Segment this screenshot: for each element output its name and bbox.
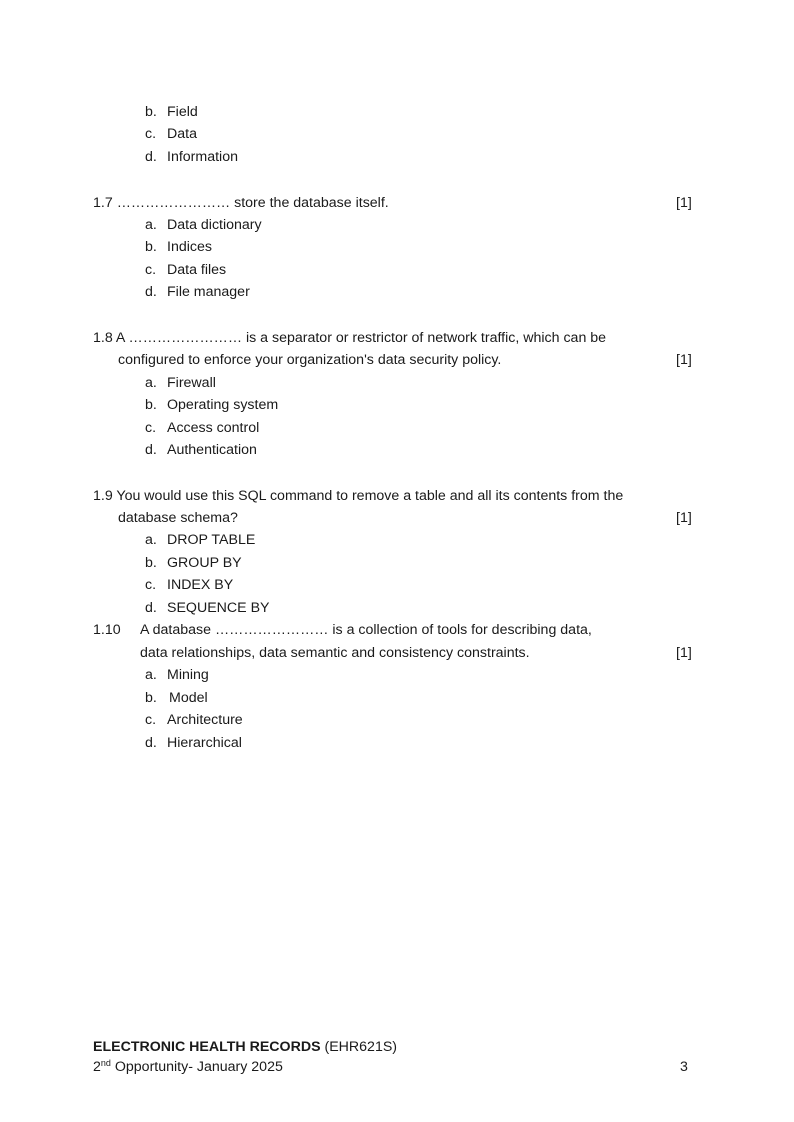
option-a — [145, 531, 256, 549]
option-letter: d. — [145, 442, 157, 458]
option-text: Indices — [167, 239, 212, 255]
option-letter: a. — [145, 217, 157, 233]
option-letter: a. — [145, 532, 157, 548]
option-b — [145, 103, 198, 121]
ordinal: 2 — [93, 1059, 101, 1075]
option-letter: d. — [145, 149, 157, 165]
option-text: Operating system — [167, 397, 279, 413]
option-b — [145, 554, 242, 572]
footer-course — [93, 1038, 397, 1056]
course-title: ELECTRONIC HEALTH RECORDS — [93, 1039, 321, 1055]
option-letter: c. — [145, 126, 157, 142]
option-letter: a. — [145, 667, 157, 683]
option-text: Data — [167, 126, 197, 142]
session-text: Opportunity- January 2025 — [114, 1059, 283, 1075]
option-letter: c. — [145, 577, 157, 593]
option-letter: d. — [145, 600, 157, 616]
option-letter: b. — [145, 104, 157, 120]
question-mark: [1] — [676, 645, 692, 661]
option-b — [145, 238, 212, 256]
option-text: INDEX BY — [167, 577, 234, 593]
question-1-10-number: 1.10 — [93, 622, 121, 638]
option-text: Model — [169, 690, 208, 706]
option-text: Hierarchical — [167, 735, 242, 751]
option-letter: c. — [145, 420, 157, 436]
option-letter: b. — [145, 397, 157, 413]
option-d — [145, 148, 238, 166]
option-letter: b. — [145, 555, 157, 571]
option-letter: b. — [145, 690, 157, 706]
footer-session — [93, 1058, 283, 1076]
option-letter: d. — [145, 735, 157, 751]
option-text: Information — [167, 149, 238, 165]
option-letter: c. — [145, 262, 157, 278]
option-c — [145, 576, 234, 594]
option-c — [145, 125, 197, 143]
question-text-continued: configured to enforce your organization's data security policy. — [118, 352, 502, 368]
option-a — [145, 374, 216, 392]
question-text-continued: database schema? — [118, 510, 238, 526]
option-letter: b. — [145, 239, 157, 255]
option-text: SEQUENCE BY — [167, 600, 270, 616]
course-code: (EHR621S) — [324, 1039, 398, 1055]
page-number: 3 — [680, 1059, 688, 1075]
question-1-7 — [93, 194, 389, 212]
option-c — [145, 711, 243, 729]
option-text: Authentication — [167, 442, 257, 458]
question-number: 1.9 — [93, 488, 113, 504]
question-text: A database …………………… is a collection of tools for describing data, — [140, 622, 592, 638]
option-text: Firewall — [167, 375, 216, 391]
option-d — [145, 599, 270, 617]
option-text: Access control — [167, 420, 260, 436]
option-d — [145, 734, 242, 752]
option-a — [145, 666, 209, 684]
option-letter: a. — [145, 375, 157, 391]
ordinal-suffix: nd — [100, 1058, 111, 1068]
option-c — [145, 261, 227, 279]
option-c — [145, 419, 260, 437]
option-d — [145, 283, 250, 301]
option-a — [145, 216, 262, 234]
option-letter: d. — [145, 284, 157, 300]
option-text: Mining — [167, 667, 209, 683]
question-text-continued: data relationships, data semantic and consistency constraints. — [140, 645, 530, 661]
question-number: 1.8 — [93, 330, 113, 346]
question-mark: [1] — [676, 195, 692, 211]
option-text: Architecture — [167, 712, 243, 728]
option-text: DROP TABLE — [167, 532, 256, 548]
question-text: You would use this SQL command to remove a table and all its contents from the — [116, 488, 624, 504]
option-text: Data dictionary — [167, 217, 262, 233]
question-1-8 — [93, 329, 606, 347]
question-mark: [1] — [676, 352, 692, 368]
option-text: Data files — [167, 262, 227, 278]
question-mark: [1] — [676, 510, 692, 526]
question-1-9 — [93, 487, 623, 505]
option-text: Field — [167, 104, 198, 120]
question-text: A …………………… is a separator or restrictor of network traffic, which can be — [115, 330, 607, 346]
question-number: 1.7 — [93, 195, 113, 211]
option-letter: c. — [145, 712, 157, 728]
option-text: GROUP BY — [167, 555, 242, 571]
option-d — [145, 441, 257, 459]
question-text: …………………… store the database itself. — [116, 195, 389, 211]
option-b — [145, 396, 279, 414]
option-b — [145, 689, 208, 707]
option-text: File manager — [167, 284, 250, 300]
